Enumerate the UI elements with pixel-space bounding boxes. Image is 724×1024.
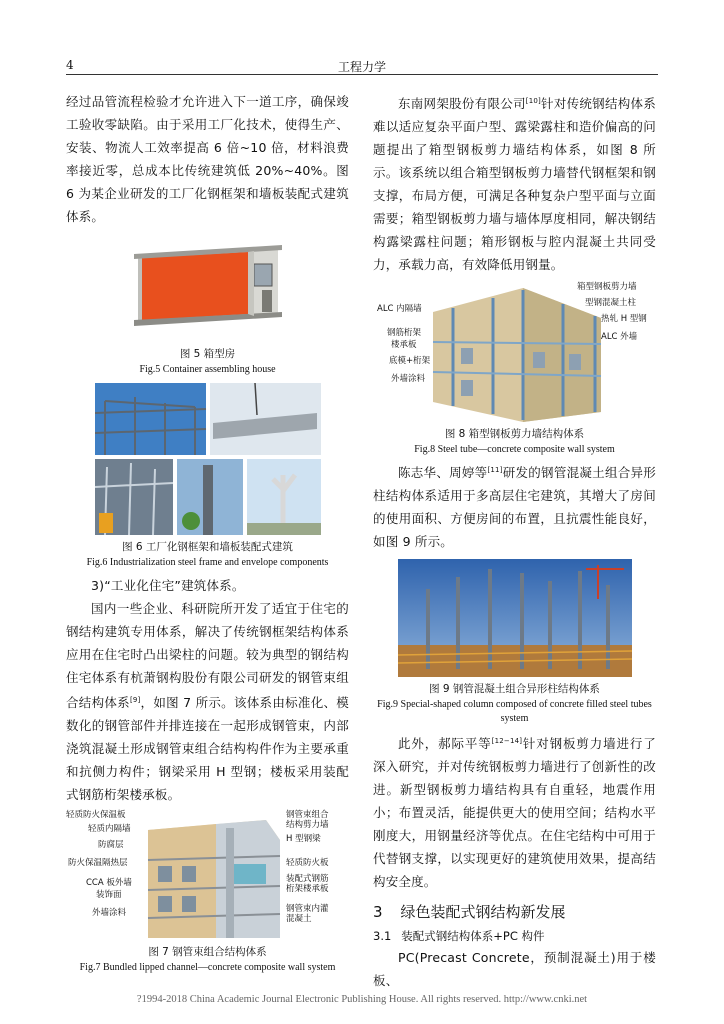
section-3-heading: [373, 901, 656, 922]
paragraph-left-2: [66, 597, 349, 806]
fig7-label-right-1: 钢管束组合: [286, 810, 329, 821]
fig7-label-left-4: 防火保温隔热层: [68, 858, 128, 869]
figure-8-caption-cn: 图 8 箱型钢板剪力墙结构体系: [444, 428, 585, 441]
fig8-label-8: 底模+桁架: [389, 356, 431, 367]
figure-8-caption-en: Fig.8 Steel tube—concrete composite wall system: [414, 444, 615, 456]
fig7-label-left-1: 轻质防火保温板: [66, 810, 126, 821]
fig8-label-5: ALC 内隔墙: [377, 304, 422, 315]
figure-6-image: [95, 383, 321, 535]
paragraph-right-1-part-a: 东南网架股份有限公司: [398, 96, 526, 112]
fig8-label-2: 型钢混凝土柱: [585, 298, 637, 309]
journal-title: 工程力学: [337, 60, 386, 74]
paragraph-right-4: PC(Precast Concrete，预制混凝土)用于楼板、: [373, 950, 656, 989]
figure-9-caption-cn: 图 9 钢管混凝土组合异形柱结构体系: [429, 683, 600, 696]
figure-5-caption-cn: 图 5 箱型房: [179, 348, 236, 360]
fig7-label-right-2: 结构剪力墙: [286, 820, 329, 831]
citation-10: [10]: [525, 97, 541, 105]
fig8-label-3: 热轧 H 型钢: [601, 314, 647, 325]
subsection-3-1-title: 装配式钢结构体系+PC 构件: [401, 929, 545, 944]
container-house-illustration: [128, 234, 288, 342]
paragraph-left-2-part-a: 国内一些企业、科研院所开发了适宜于住宅的钢结构建筑专用体系，解决了传统钢框架结构体系应用在住宅时凸出梁柱的问题。较为典型的钢结构住宅体系有杭萧钢构股份有限公司研发的钢管束组合结构体系: [66, 601, 349, 711]
paragraph-left-1: 经过品管流程检验才允许进入下一道工序，确保竣工验收零缺陷。由于采用工厂化技术，使得生产、安装、物流人工效率提高 6 倍~10 倍，材料浪费率接近零，总成本比传统建筑低 20%~40%。图 6 为某企业研发的工厂化钢框架和墙板装配式建筑体系。: [66, 94, 349, 224]
figure-9-image: [398, 559, 632, 677]
fig8-label-1: 箱型钢板剪力墙: [577, 282, 637, 293]
figure-7-caption-en: Fig.7 Bundled lipped channel—concrete composite wall system: [79, 962, 336, 974]
section-3-title: 绿色装配式钢结构新发展: [400, 903, 566, 922]
special-shaped-column-photo: [398, 559, 632, 677]
figure-7-image: [66, 810, 349, 940]
fig8-label-7: 楼承板: [391, 340, 417, 351]
left-column: [66, 90, 349, 975]
figure-8-image: [373, 282, 656, 422]
figure-5-caption-en: Fig.5 Container assembling house: [139, 364, 276, 375]
fig7-label-right-7: 钢管束内灌: [286, 904, 329, 915]
figure-7-caption-cn: 图 7 钢管束组合结构体系: [148, 946, 267, 959]
paragraph-right-2: [373, 459, 656, 553]
fig8-label-9: 外墙涂料: [391, 374, 426, 385]
fig7-label-right-8: 混凝土: [286, 914, 312, 925]
subsection-3-1-number: 3.1: [373, 929, 392, 944]
fig7-label-left-6: 装饰面: [96, 890, 122, 901]
paragraph-right-3-part-a: 此外，郝际平等: [398, 736, 492, 752]
citation-12-14: [12−14]: [491, 737, 523, 746]
citation-11: [11]: [487, 466, 503, 475]
fig7-label-right-6: 桁架楼承板: [286, 884, 329, 895]
fig7-label-left-7: 外墙涂料: [92, 908, 127, 919]
paragraph-left-2-part-b: ，如图 7 所示。该体系由标准化、模数化的钢管部件并排连接在一起形成钢管束，内部浇筑混凝土形成钢管束组合结构构件作为主要承重和抗侧力构件；钢梁采用 H 型钢；楼板采用装配式钢筋桁架楼承板。: [66, 695, 349, 803]
fig7-label-left-3: 防腐层: [98, 840, 124, 851]
paragraph-right-1: [373, 90, 656, 276]
list-item-3: 3)“工业化住宅”建筑体系。: [91, 578, 245, 593]
right-column: [373, 90, 656, 992]
figure-9-caption-en: Fig.9 Special-shaped column composed of concrete filled steel tubes system: [377, 699, 652, 725]
paragraph-right-2-part-b: 研发的钢管混凝土组合异形柱结构体系适用于多高层住宅建筑，其增大了房间的使用面积、方便房间的布置，且抗震性能良好，如图 9 所示。: [373, 465, 656, 550]
fig7-label-right-5: 装配式钢筋: [286, 874, 329, 885]
fig8-label-4: ALC 外墙: [601, 332, 638, 343]
fig8-label-6: 钢筋桁架: [387, 328, 422, 339]
section-3-number: 3: [373, 903, 383, 922]
fig7-label-left-5: CCA 板外墙: [86, 878, 132, 889]
subsection-3-1-heading: [373, 928, 656, 944]
figure-6-caption-cn: 图 6 工厂化钢框架和墙板装配式建筑: [122, 541, 293, 553]
page-number: 4: [66, 58, 74, 72]
figure-6-caption-en: Fig.6 Industrialization steel frame and envelope components: [86, 557, 329, 568]
paragraph-right-3: [373, 730, 656, 893]
fig7-label-right-3: H 型钢梁: [286, 834, 321, 845]
paragraph-right-1-part-b: 针对传统钢结构体系难以适应复杂平面户型、露梁露柱和造价偏高的问题提出了箱型钢板剪力墙结构体系，如图 8 所示。该系统以组合箱型钢板剪力墙替代钢框架和钢支撑，布局方便，可满足各种复杂户型平面与立面需要；箱型钢板剪力墙与墙体厚度相同，解决钢结构露梁露柱问题；箱形钢板与腔内混凝土共同受力，承载力高，有效降低用钢量。: [373, 96, 656, 273]
fig7-label-right-4: 轻质防火板: [286, 858, 329, 869]
page-header: [66, 58, 658, 75]
citation-9: [9]: [129, 696, 141, 704]
fig7-label-left-2: 轻质内隔墙: [88, 824, 131, 835]
copyright-footer: ?1994-2018 China Academic Journal Electronic Publishing House. All rights reserved. http://www.cnki.net: [136, 994, 588, 1005]
paragraph-right-2-part-a: 陈志华、周婷等: [398, 465, 488, 481]
figure-5-image: [128, 234, 288, 342]
steel-frame-photo-collage: [95, 383, 321, 535]
paragraph-right-3-part-b: 针对钢板剪力墙进行了深入研究，并对传统钢板剪力墙进行了创新性的改进。新型钢板剪力墙结构具有自重轻，地震作用小；布置灵活，能提供更大的使用空间；结构水平刚度大，用钢量经济等优点。在住宅结构中可用于代替钢支撑，以实现更好的建筑使用效果，提高结构安全度。: [373, 736, 656, 890]
